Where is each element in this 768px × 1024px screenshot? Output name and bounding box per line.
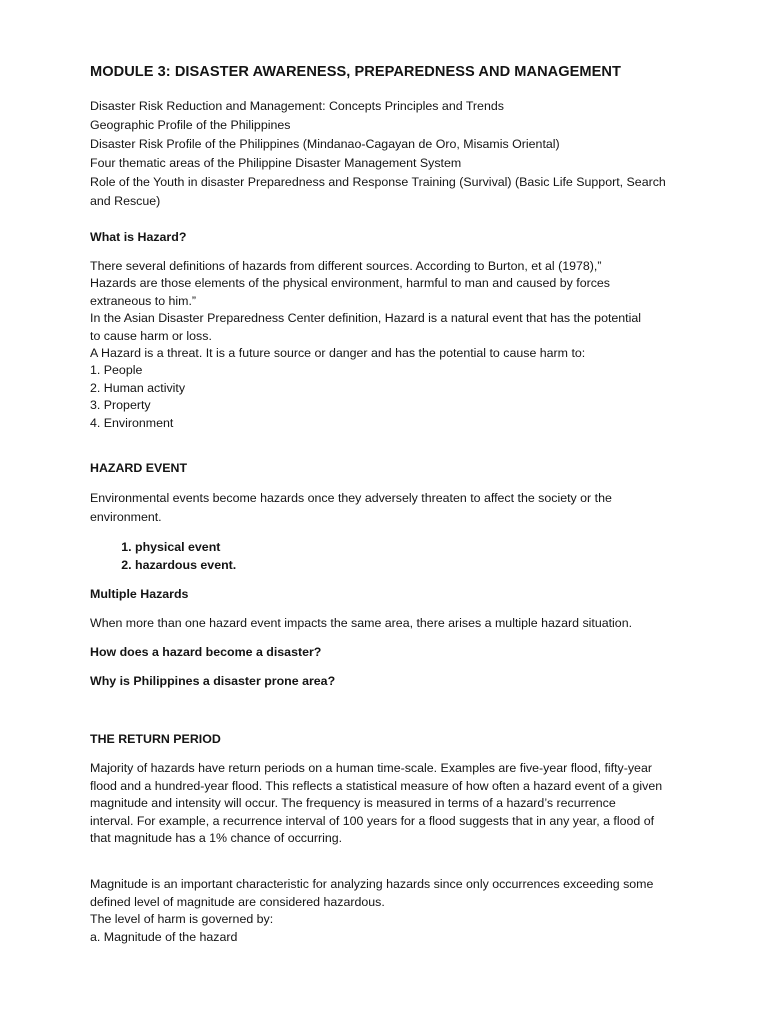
paragraph-line: to cause harm or loss.: [90, 328, 212, 343]
paragraph-line: Environmental events become hazards once they adversely threaten to affect the society or the: [90, 491, 612, 505]
paragraph-line: interval. For example, a recurrence interval of 100 years for a flood suggests that in any year, a flood of: [90, 813, 655, 828]
hazard-definition-paragraph: [90, 258, 690, 432]
list-line: 4. Environment: [90, 415, 174, 430]
paragraph-line: Magnitude is an important characteristic for analyzing hazards since only occurrences exceeding some: [90, 877, 654, 891]
paragraph-line: environment.: [90, 510, 162, 524]
paragraph-line: Hazards are those elements of the physical environment, harmful to man and caused by forces: [90, 276, 610, 291]
paragraph-line: Majority of hazards have return periods on a human time-scale. Examples are five-year flood, fifty-year: [90, 761, 652, 775]
topic-line: Disaster Risk Reduction and Management: Concepts Principles and Trends: [90, 99, 504, 113]
paragraph-line: defined level of magnitude are considered hazardous.: [90, 894, 385, 909]
question-heading: How does a hazard become a disaster?: [90, 645, 322, 659]
module-title: MODULE 3: DISASTER AWARENESS, PREPAREDNESS AND MANAGEMENT: [90, 64, 621, 80]
topic-line: Geographic Profile of the Philippines: [90, 118, 291, 132]
list-line: 2. Human activity: [90, 380, 186, 395]
paragraph-line: A Hazard is a threat. It is a future source or danger and has the potential to cause harm to:: [90, 346, 586, 361]
multiple-hazards-text: When more than one hazard event impacts the same area, there arises a multiple hazard situation.: [90, 616, 633, 630]
topic-line: Disaster Risk Profile of the Philippines (Mindanao-Cagayan de Oro, Misamis Oriental): [90, 137, 560, 151]
paragraph-line: extraneous to him.”: [90, 293, 197, 308]
paragraph-line: that magnitude has a 1% chance of occurring.: [90, 831, 343, 845]
topic-list: [90, 97, 690, 211]
hazard-event-paragraph: [90, 489, 690, 527]
paragraph-line: In the Asian Disaster Preparedness Center definition, Hazard is a natural event that has the potential: [90, 311, 642, 326]
paragraph-line: The level of harm is governed by:: [90, 912, 274, 926]
topic-line: Role of the Youth in disaster Preparedness and Response Training (Survival) (Basic Life Support, Search: [90, 175, 666, 189]
list-line: 1. People: [90, 363, 143, 378]
paragraph-line: There several definitions of hazards from different sources. According to Burton, et al (1978),”: [90, 259, 602, 273]
paragraph-line: flood and a hundred-year flood. This reflects a statistical measure of how often a hazard event of a given: [90, 778, 663, 793]
list-item: 2. hazardous event.: [135, 556, 236, 574]
paragraph-line: a. Magnitude of the hazard: [90, 929, 238, 944]
return-period-heading: THE RETURN PERIOD: [90, 732, 221, 746]
question-heading: Why is Philippines a disaster prone area?: [90, 674, 336, 688]
what-is-hazard-heading: What is Hazard?: [90, 230, 187, 244]
list-line: 3. Property: [90, 398, 151, 413]
topic-line: and Rescue): [90, 194, 161, 208]
topic-line: Four thematic areas of the Philippine Disaster Management System: [90, 156, 462, 170]
multiple-hazards-heading: Multiple Hazards: [90, 587, 189, 601]
magnitude-paragraph: [90, 876, 690, 946]
return-period-paragraph: [90, 760, 690, 848]
list-item: 1. physical event: [135, 538, 236, 556]
hazard-event-list: [90, 538, 236, 574]
paragraph-line: magnitude and intensity will occur. The frequency is measured in terms of a hazard’s recurrence: [90, 796, 616, 810]
hazard-event-heading: HAZARD EVENT: [90, 461, 188, 475]
